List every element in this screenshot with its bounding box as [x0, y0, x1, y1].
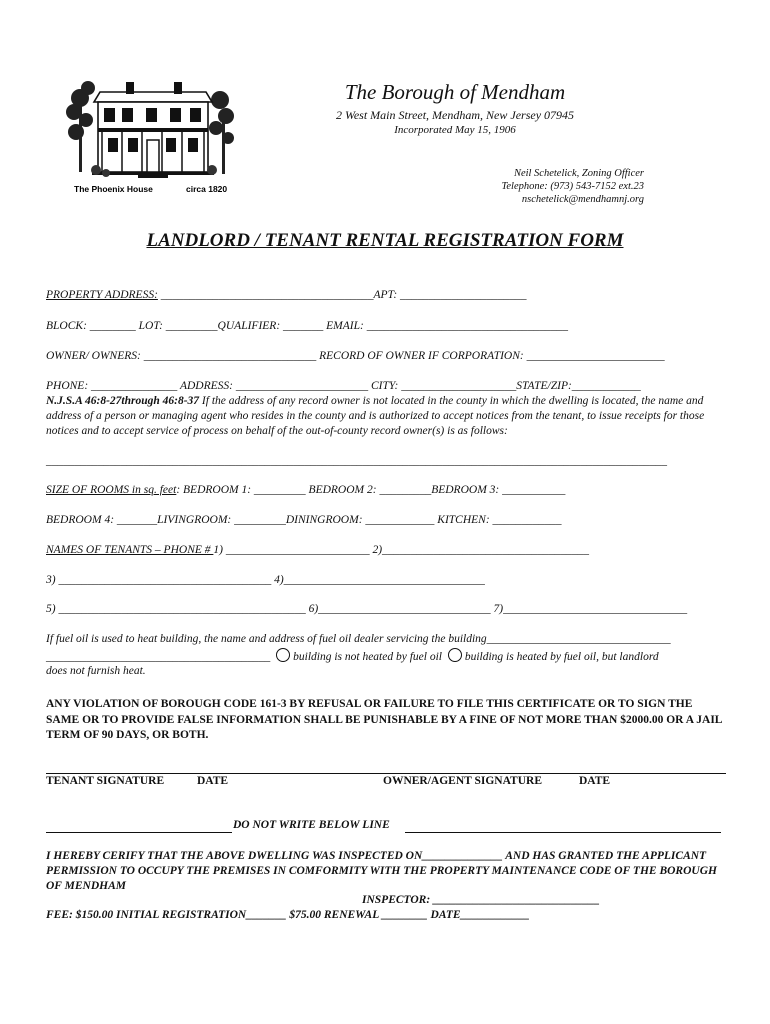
room-sizes-blanks: : BEDROOM 1: _________ BEDROOM 2: _________BEDROOM 3: ___________	[176, 484, 566, 496]
do-not-write-label: DO NOT WRITE BELOW LINE	[233, 819, 390, 831]
property-address-label: PROPERTY ADDRESS:	[46, 289, 158, 301]
logo-caption-left: The Phoenix House	[74, 184, 153, 194]
tenants-1-2: 1) _________________________ 2)____________________________________	[213, 544, 590, 556]
landlord-no-heat-radio[interactable]	[448, 648, 462, 662]
room-sizes-label: SIZE OF ROOMS in sq. feet	[46, 484, 177, 496]
property-address-line[interactable]	[46, 289, 527, 301]
fuel-dealer-blank[interactable]: _______________________________________	[46, 651, 271, 663]
owner-line[interactable]: OWNER/ OWNERS: ______________________________ RECORD OF OWNER IF CORPORATION: ________________________	[46, 350, 665, 362]
signature-rule	[46, 773, 726, 774]
block-lot-line[interactable]: BLOCK: ________ LOT: _________QUALIFIER: _______ EMAIL: ___________________________________	[46, 320, 568, 332]
owner-signature-label: OWNER/AGENT SIGNATURE	[383, 775, 543, 787]
do-not-write-rule-left	[46, 832, 232, 833]
form-title: LANDLORD / TENANT RENTAL REGISTRATION FORM	[146, 230, 624, 251]
officer-email: nschetelick@mendhamnj.org	[521, 194, 644, 205]
fuel-oil-line[interactable]: If fuel oil is used to heat building, the name and address of fuel oil dealer servicing the building________________________________	[46, 633, 671, 645]
violation-warning: ANY VIOLATION OF BOROUGH CODE 161-3 BY REFUSAL OR FAILURE TO FILE THIS CERTIFICATE OR TO SIGN THE SAME OR TO PROVIDE FALSE INFORMATION SHALL BE PUNISHABLE BY A FINE OF NOT MORE THAN $2000.00 OR A JAIL TERM OF 90 DAYS, OR BOTH.	[46, 698, 722, 741]
property-address-blanks: _____________________________________APT: ______________________	[157, 289, 527, 301]
borough-address: 2 West Main Street, Mendham, New Jersey 07945	[335, 108, 575, 122]
owner-date-label: DATE	[579, 775, 611, 787]
tenant-date-label: DATE	[197, 775, 229, 787]
inspector-line[interactable]: INSPECTOR: _____________________________	[362, 894, 600, 906]
certify-statement: I HEREBY CERIFY THAT THE ABOVE DWELLING WAS INSPECTED ON______________ AND HAS GRANTED THE APPLICANT PERMISSION TO OCCUPY THE PREMISES IN COMFORMITY WITH THE PROPERTY MAINTENANCE CODE OF THE BOROUGH OF MENDHAM	[46, 850, 717, 892]
njsa-citation: N.J.S.A 46:8-27through 46:8-37	[46, 395, 200, 407]
agent-blank-line[interactable]: ____________________________________________________________________________________________________________	[46, 455, 667, 467]
tenants-5-7-line[interactable]: 5) ___________________________________________ 6)______________________________ 7)________________________________	[46, 603, 688, 615]
tenants-label: NAMES OF TENANTS – PHONE #	[46, 544, 214, 556]
room-sizes-line[interactable]	[46, 484, 565, 496]
tenants-line[interactable]	[46, 544, 589, 556]
not-heated-label: building is not heated by fuel oil	[293, 651, 442, 663]
logo-caption-right: circa 1820	[186, 184, 228, 194]
officer-name: Neil Schetelick, Zoning Officer	[513, 168, 644, 179]
bedroom4-line[interactable]: BEDROOM 4: _______LIVINGROOM: _________DININGROOM: ____________ KITCHEN: ____________	[46, 514, 562, 526]
njsa-text: If the address of any record owner is not located in the county in which the dwelling is located, the name and address of a person or managing agent who resides in the county and is authorized to accept notices from the tenant, to issue receipts for those notices and to accept service of process on behalf of the out-of-county record owner(s) is as follows:	[46, 395, 705, 437]
fuel-oil-options	[46, 648, 659, 663]
landlord-no-heat-label: building is heated by fuel oil, but landlord	[464, 651, 659, 663]
do-not-write-rule-right	[405, 832, 721, 833]
fuel-oil-line-3: does not furnish heat.	[46, 665, 146, 677]
phone-address-line[interactable]: PHONE: _______________ ADDRESS: _______________________ CITY: ____________________STATE/ZIP:____________	[46, 380, 641, 392]
tenants-3-4-line[interactable]: 3) _____________________________________ 4)___________________________________	[46, 574, 485, 586]
fee-line[interactable]: FEE: $150.00 INITIAL REGISTRATION_______ $75.00 RENEWAL ________ DATE____________	[46, 909, 530, 921]
tenant-signature-label: TENANT SIGNATURE	[46, 775, 165, 787]
not-heated-radio[interactable]	[276, 648, 290, 662]
incorporated-date: Incorporated May 15, 1906	[394, 124, 516, 136]
borough-title: The Borough of Mendham	[344, 80, 566, 104]
officer-phone: Telephone: (973) 543-7152 ext.23	[501, 181, 644, 192]
njsa-paragraph	[46, 394, 722, 439]
